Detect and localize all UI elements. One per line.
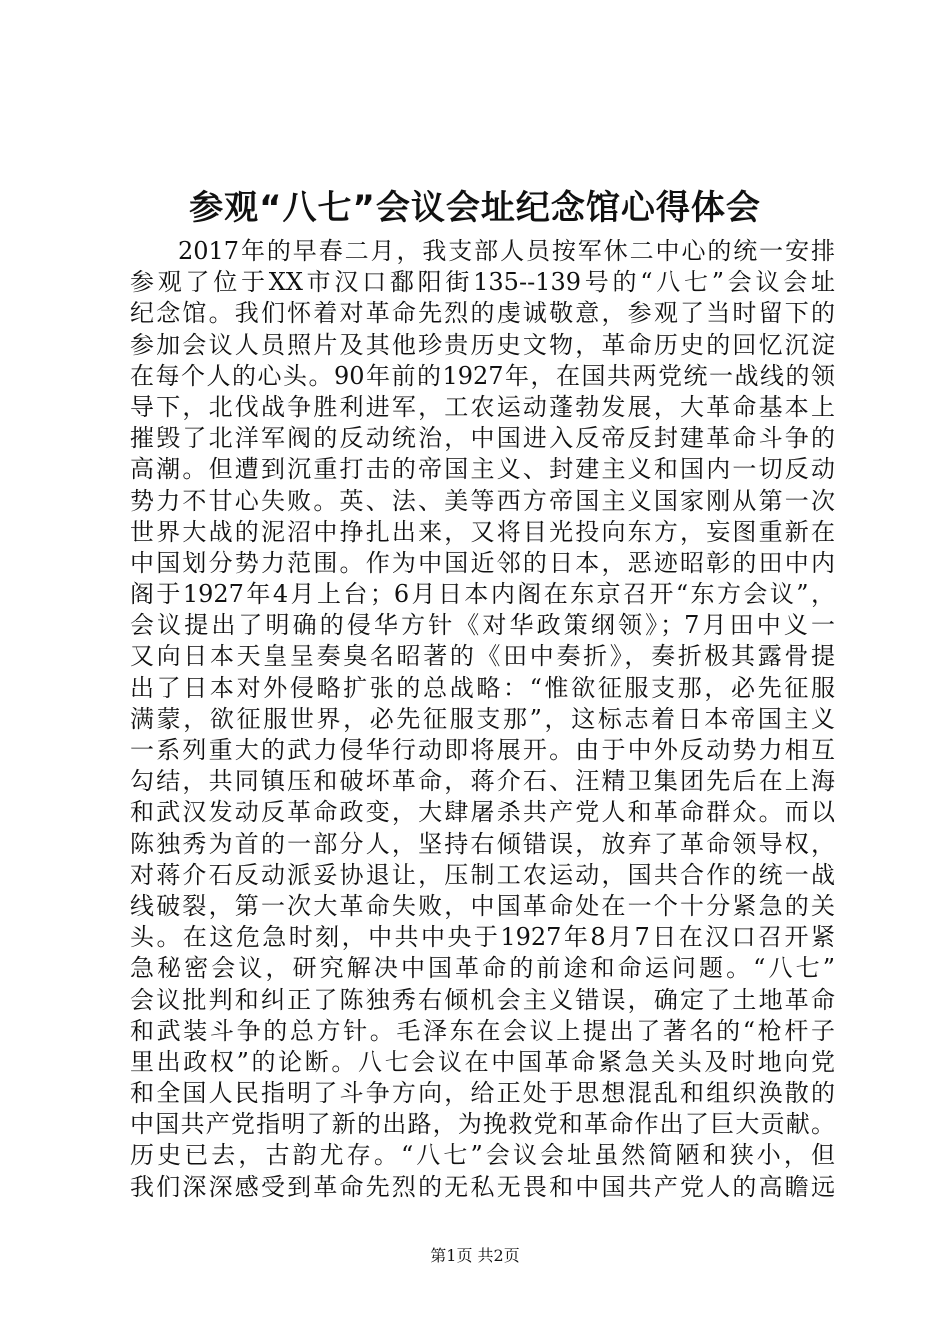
body-line: 在每个人的心头。90年前的1927年，在国共两党统一战线的领 (130, 361, 835, 390)
body-line: 参加会议人员照片及其他珍贵历史文物，革命历史的回忆沉淀 (130, 330, 835, 359)
body-line: 高潮。但遭到沉重打击的帝国主义、封建主义和国内一切反动 (130, 455, 835, 484)
body-line: 中国划分势力范围。作为中国近邻的日本，恶迹昭彰的田中内 (130, 548, 835, 577)
body-line: 会议提出了明确的侵华方针《对华政策纲领》；7月田中义一 (130, 611, 835, 640)
body-line: 线破裂，第一次大革命失败，中国革命处在一个十分紧急的关 (130, 891, 835, 920)
body-line: 阁于1927年4月上台；6月日本内阁在东京召开“东方会议”， (130, 580, 835, 609)
document-title: 参观“八七”会议会址纪念馆心得体会 (189, 188, 761, 228)
body-line: 头。在这危急时刻，中共中央于1927年8月7日在汉口召开紧 (130, 923, 835, 952)
body-line: 导下，北伐战争胜利进军，工农运动蓬勃发展，大革命基本上 (130, 392, 835, 421)
body-line: 纪念馆。我们怀着对革命先烈的虔诚敬意，参观了当时留下的 (130, 299, 835, 328)
body-line: 出了日本对外侵略扩张的总战略：“惟欲征服支那，必先征服 (130, 673, 835, 702)
body-line: 世界大战的泥沼中挣扎出来，又将目光投向东方，妄图重新在 (130, 517, 835, 546)
body-line: 势力不甘心失败。英、法、美等西方帝国主义国家刚从第一次 (130, 486, 835, 515)
body-line: 满蒙，欲征服世界，必先征服支那”，这标志着日本帝国主义 (130, 704, 835, 733)
body-line: 和武装斗争的总方针。毛泽东在会议上提出了著名的“枪杆子 (130, 1016, 835, 1045)
body-line: 参观了位于XX市汉口鄱阳街135--139号的“八七”会议会址 (130, 268, 835, 297)
body-line: 和武汉发动反革命政变，大肆屠杀共产党人和革命群众。而以 (130, 798, 835, 827)
body-line: 陈独秀为首的一部分人，坚持右倾错误，放弃了革命领导权， (130, 829, 835, 858)
body-line: 摧毁了北洋军阀的反动统治，中国进入反帝反封建革命斗争的 (130, 424, 835, 453)
body-line: 里出政权”的论断。八七会议在中国革命紧急关头及时地向党 (130, 1047, 835, 1076)
body-line: 急秘密会议，研究解决中国革命的前途和命运问题。“八七” (130, 954, 835, 983)
body-line: 会议批判和纠正了陈独秀右倾机会主义错误，确定了土地革命 (130, 985, 835, 1014)
body-line: 和全国人民指明了斗争方向，给正处于思想混乱和组织涣散的 (130, 1079, 835, 1108)
body-line: 对蒋介石反动派妥协退让，压制工农运动，国共合作的统一战 (130, 860, 835, 889)
document-body (130, 236, 835, 1203)
page-number-footer: 第1页 共2页 (430, 1246, 520, 1265)
body-line: 中国共产党指明了新的出路，为挽救党和革命作出了巨大贡献。 (130, 1110, 835, 1139)
body-line: 一系列重大的武力侵华行动即将展开。由于中外反动势力相互 (130, 736, 835, 764)
body-line: 又向日本天皇呈奏臭名昭著的《田中奏折》，奏折极其露骨提 (130, 642, 835, 671)
body-line: 我们深深感受到革命先烈的无私无畏和中国共产党人的高瞻远 (130, 1172, 835, 1201)
body-line: 历史已去，古韵尤存。“八七”会议会址虽然简陋和狭小，但 (130, 1141, 835, 1170)
body-line: 勾结，共同镇压和破坏革命，蒋介石、汪精卫集团先后在上海 (130, 767, 835, 796)
body-line: 2017年的早春二月，我支部人员按军休二中心的统一安排 (178, 237, 835, 265)
